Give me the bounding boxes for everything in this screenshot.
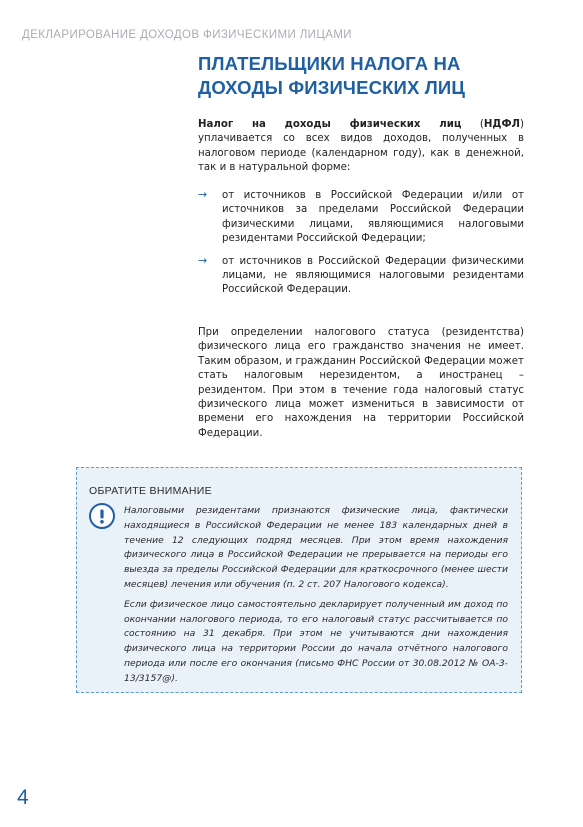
notice-paragraph-self-declaration: Если физическое лицо самостоятельно декларирует полученный им доход по окончании налогового периода, то его налоговый статус рассчитывается по состоянию на 31 декабря. При этом не учитываются дни нахождения физического лица на территории России до начала отчётного налогового периода или после его окончания (письмо ФНС России от 30.08.2012 № ОА-3-13/3157@). xyxy=(124,598,508,684)
page-title: ПЛАТЕЛЬЩИКИ НАЛОГА НА ДОХОДЫ ФИЗИЧЕСКИХ ЛИЦ xyxy=(198,53,465,98)
intro-abbreviation: НДФЛ xyxy=(483,119,521,130)
list-item-text: от источников в Российской Федерации и/или от источников за пределами Российской Федерации физическими лицами, являющимися налоговыми резидентами Российской Федерации; xyxy=(222,190,524,245)
intro-bold-term: Налог на доходы физических лиц xyxy=(198,119,462,130)
exclamation-circle-icon xyxy=(89,503,115,529)
page-number: 4 xyxy=(17,786,29,809)
notice-paragraph-residents: Налоговыми резидентами признаются физические лица, фактически находящиеся в Российской Федерации не менее 183 календарных дней в течение 12 следующих подряд месяцев. При этом время нахождения физического лица в Российской Федерации не прерывается на периоды его выезда за пределы Российской Федерации для краткосрочного (менее шести месяцев) лечения или обучения (п. 2 ст. 207 Налогового кодекса). xyxy=(124,505,508,590)
running-header: ДЕКЛАРИРОВАНИЕ ДОХОДОВ ФИЗИЧЕСКИМИ ЛИЦАМИ xyxy=(22,29,352,41)
notice-body xyxy=(124,504,508,692)
intro-paragraph xyxy=(198,118,524,176)
attention-notice-box xyxy=(76,467,522,693)
intro-rest: ) уплачивается со всех видов доходов, полученных в налоговом периоде (календарном году), как в денежной, так и в натуральной форме: xyxy=(198,119,524,174)
arrow-right-icon: → xyxy=(198,188,208,201)
residency-status-paragraph: При определении налогового статуса (резидентства) физического лица его гражданство значения не имеет. Таким образом, и гражданин Российской Федерации может стать налоговым нерезидентом, а иностранец – резидентом. При этом в течение года налоговый статус физического лица может измениться в зависимости от времени его нахождения на территории Российской Федерации. xyxy=(198,327,524,439)
notice-heading: ОБРАТИТЕ ВНИМАНИЕ xyxy=(89,485,212,497)
list-item xyxy=(198,189,524,247)
list-item xyxy=(198,255,524,298)
list-item-text: от источников в Российской Федерации физическими лицами, не являющимися налоговыми резидентами Российской Федерации. xyxy=(222,255,524,296)
arrow-right-icon: → xyxy=(198,253,208,267)
income-source-list xyxy=(198,189,524,306)
intro-paren-open: ( xyxy=(461,119,484,130)
